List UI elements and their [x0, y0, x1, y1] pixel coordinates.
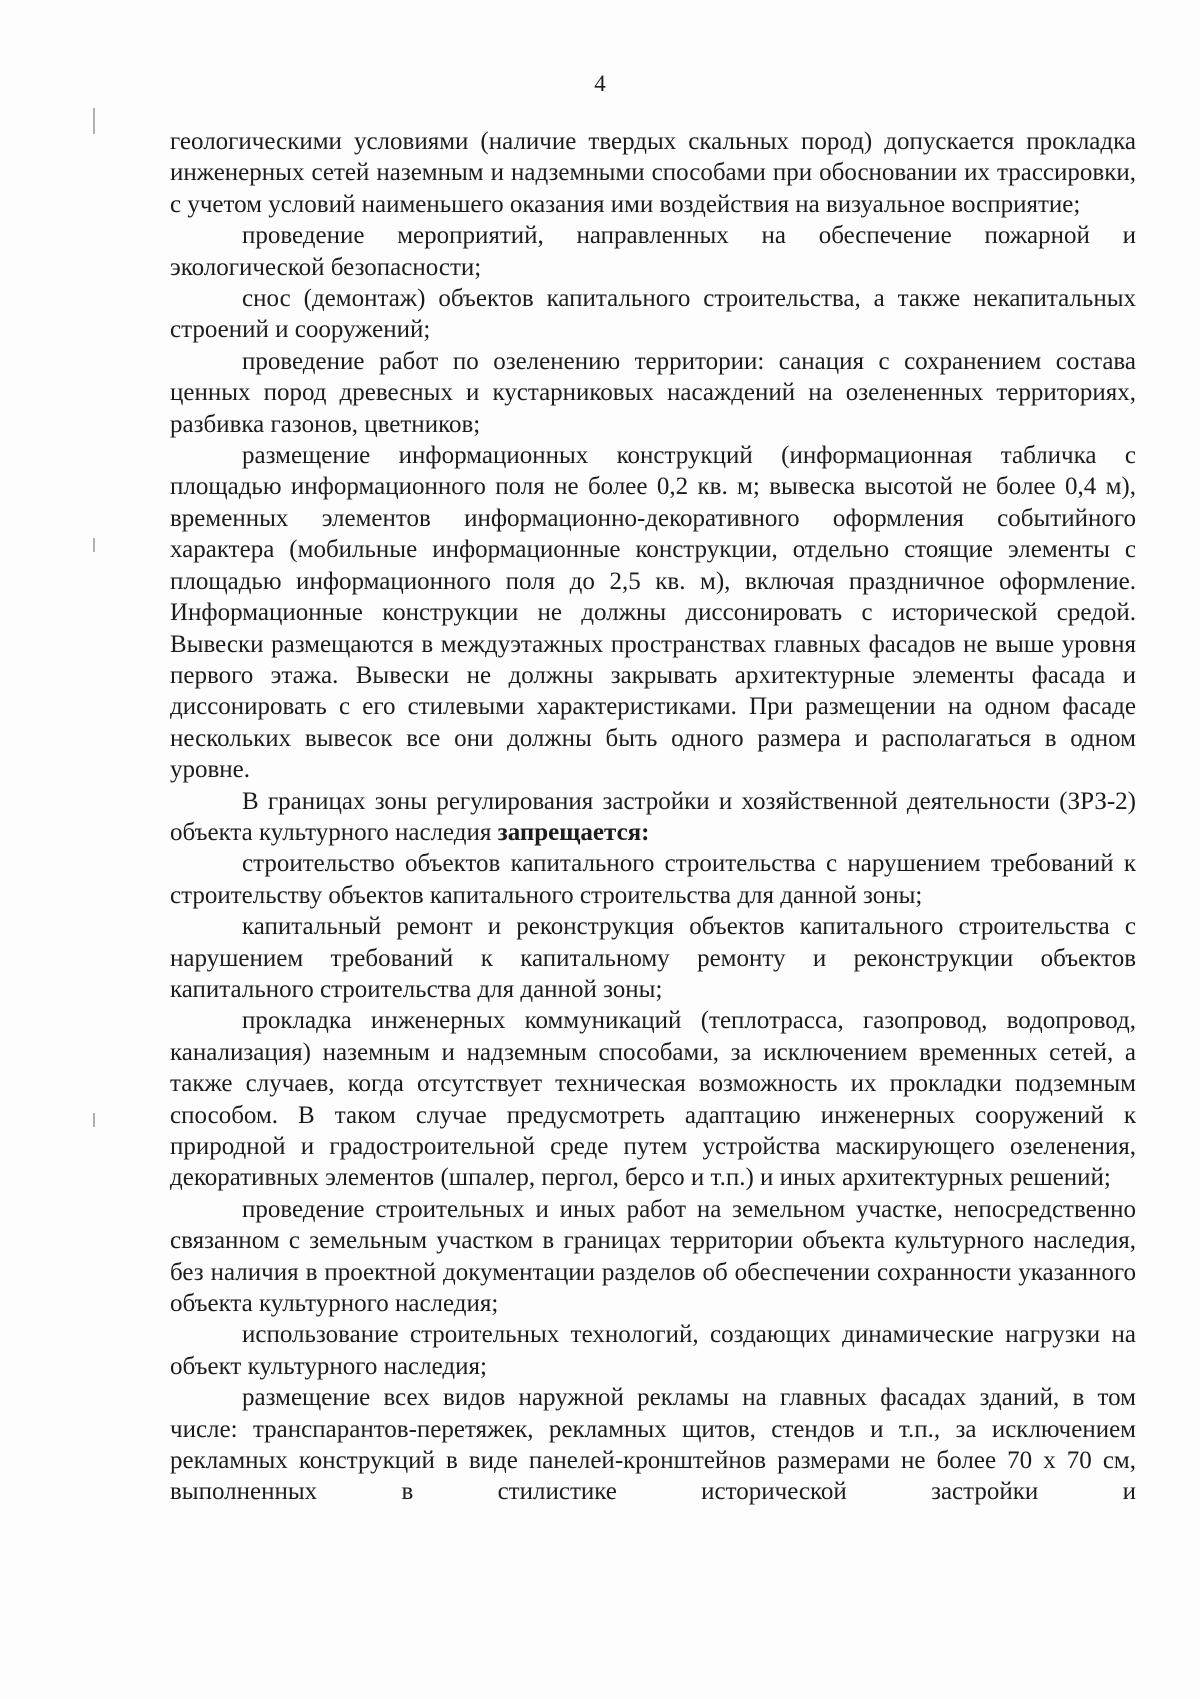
- paragraph: [170, 786, 1136, 849]
- paragraph-text: В границах зоны регулирования застройки и хозяйственной деятельности (ЗРЗ-2) объекта культурного наследия: [170, 787, 1136, 846]
- scan-mark: [93, 108, 95, 134]
- scan-mark: [93, 538, 95, 552]
- paragraph: прокладка инженерных коммуникаций (теплотрасса, газопровод, водопровод, канализация) наземным и надземным способами, за исключением временных сетей, а также случаев, когда отсутствует техническая возможность их прокладки подземным способом. В таком случае предусмотреть адаптацию инженерных сооружений к природной и градостроительной среде путем устройства маскирующего озеленения, декоративных элементов (шпалер, пергол, берсо и т.п.) и иных архитектурных решений;: [170, 1007, 1136, 1192]
- paragraph: снос (демонтаж) объектов капитального строительства, а также некапитальных строений и сооружений;: [170, 285, 1136, 344]
- paragraph: проведение строительных и иных работ на земельном участке, непосредственно связанном с земельным участком в границах территории объекта культурного наследия, без наличия в проектной документации разделов об обеспечении сохранности указанного объекта культурного наследия;: [170, 1195, 1136, 1318]
- paragraph: размещение всех видов наружной рекламы на главных фасадах зданий, в том числе: транспарантов-перетяжек, рекламных щитов, стендов и т.п., за исключением рекламных конструкций в виде панелей-кронштейнов размерами не более 70 х 70 см, выполненных в стилистике исторической застройки и: [170, 1384, 1136, 1506]
- paragraph: проведение мероприятий, направленных на обеспечение пожарной и экологической безопасности;: [170, 222, 1136, 281]
- paragraph: проведение работ по озеленению территории: санация с сохранением состава ценных пород древесных и кустарниковых насаждений на озелененных территориях, разбивка газонов, цветников;: [170, 347, 1136, 438]
- document-body: [170, 126, 1136, 1508]
- page-number: 4: [594, 71, 606, 96]
- paragraph: строительство объектов капитального строительства с нарушением требований к строительству объектов капитального строительства для данной зоны;: [170, 850, 1136, 909]
- paragraph: размещение информационных конструкций (информационная табличка с площадью информационного поля не более 0,2 кв. м; вывеска высотой не более 0,4 м), временных элементов информационно-декоративного оформления событийного характера (мобильные информационные конструкции, отдельно стоящие элементы с площадью информационного поля до 2,5 кв. м), включая праздничное оформление. Информационные конструкции не должны диссонировать с исторической средой. Вывески размещаются в междуэтажных пространствах главных фасадов не выше уровня первого этажа. Вывески не должны закрывать архитектурные элементы фасада и диссонировать с его стилевыми характеристиками. При размещении на одном фасаде нескольких вывесок все они должны быть одного размера и располагаться в одном уровне.: [170, 442, 1136, 784]
- paragraph: капитальный ремонт и реконструкция объектов капитального строительства с нарушением требований к капитальному ремонту и реконструкции объектов капитального строительства для данной зоны;: [170, 913, 1136, 1003]
- paragraph: геологическими условиями (наличие твердых скальных пород) допускается прокладка инженерных сетей наземным и надземными способами при обосновании их трассировки, с учетом условий наименьшего оказания ими воздействия на визуальное восприятие;: [170, 128, 1136, 218]
- paragraph-bold-text: запрещается:: [497, 818, 650, 846]
- paragraph: использование строительных технологий, создающих динамические нагрузки на объект культурного наследия;: [170, 1321, 1136, 1380]
- scan-mark: [93, 1113, 95, 1127]
